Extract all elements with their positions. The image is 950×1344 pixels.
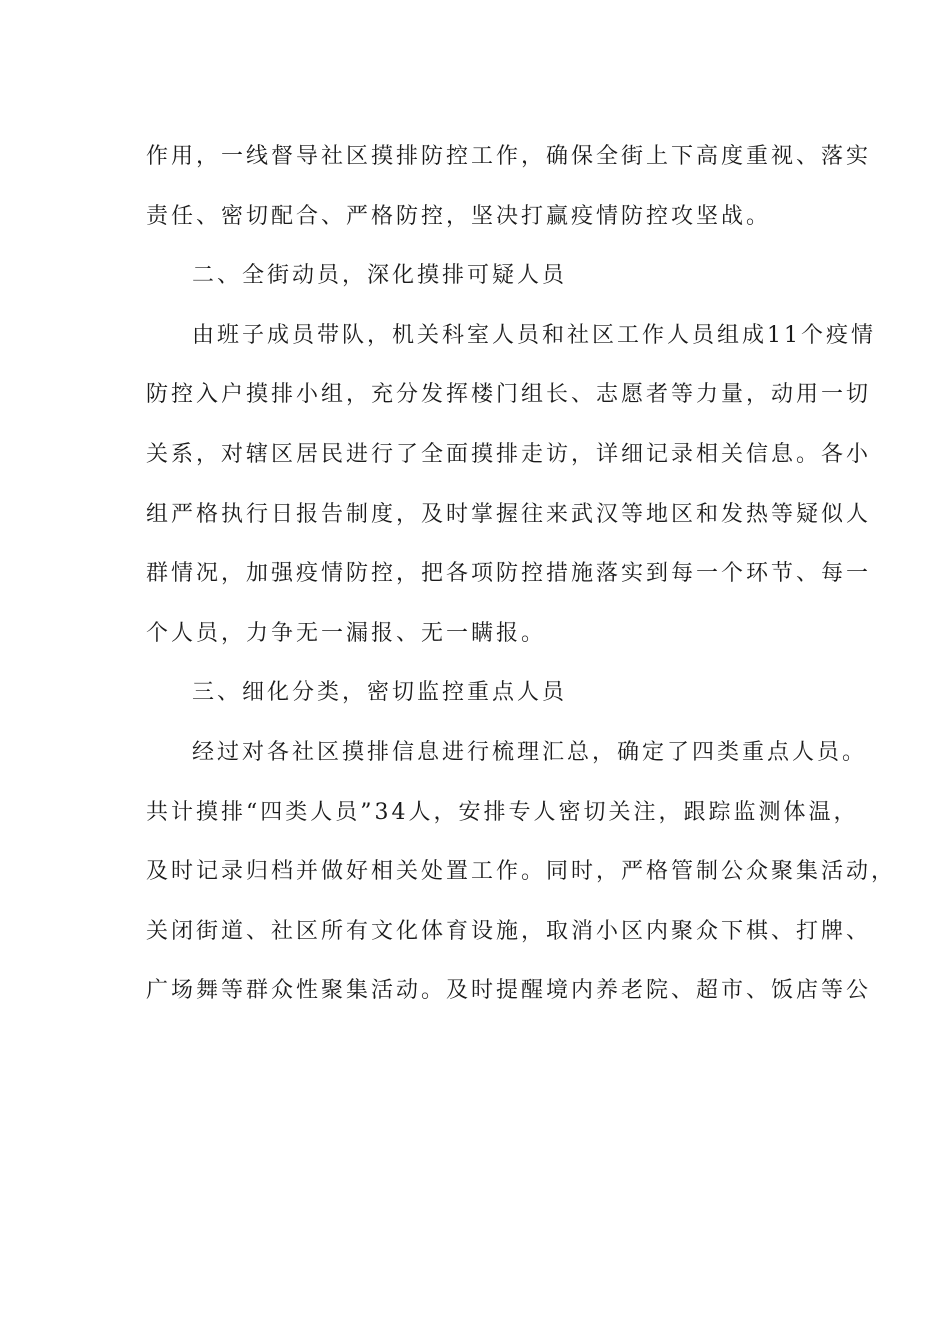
- text-line-15: 广场舞等群众性聚集活动。及时提醒境内养老院、超市、饭店等公: [146, 978, 872, 1004]
- text-line-1: 作用，一线督导社区摸排防控工作，确保全街上下高度重视、落实: [146, 144, 872, 169]
- text-line-4: 由班子成员带队，机关科室人员和社区工作人员组成11个疫情: [192, 322, 876, 348]
- text-line-5: 防控入户摸排小组，充分发挥楼门组长、志愿者等力量，动用一切: [146, 382, 872, 408]
- text-line-11: 经过对各社区摸排信息进行梳理汇总，确定了四类重点人员。: [192, 739, 868, 765]
- text-line-8: 群情况，加强疫情防控，把各项防控措施落实到每一个环节、每一: [146, 561, 872, 587]
- text-line-13: 及时记录归档并做好相关处置工作。同时，严格管制公众聚集活动，: [146, 859, 897, 885]
- text-line-7: 组严格执行日报告制度，及时掌握往来武汉等地区和发热等疑似人: [146, 501, 872, 527]
- text-line-6: 关系，对辖区居民进行了全面摸排走访，详细记录相关信息。各小: [146, 441, 872, 467]
- text-line-9: 个人员，力争无一漏报、无一瞒报。: [146, 620, 547, 646]
- text-line-12: 共计摸排“四类人员”34人，安排专人密切关注，跟踪监测体温，: [146, 799, 859, 825]
- text-line-2: 责任、密切配合、严格防控，坚决打赢疫情防控攻坚战。: [146, 203, 772, 229]
- section-heading-2: 二、全街动员，深化摸排可疑人员: [192, 263, 568, 289]
- document-body: [146, 127, 897, 1021]
- section-heading-3: 三、细化分类，密切监控重点人员: [192, 680, 568, 706]
- text-line-14: 关闭街道、社区所有文化体育设施，取消小区内聚众下棋、打牌、: [146, 918, 872, 944]
